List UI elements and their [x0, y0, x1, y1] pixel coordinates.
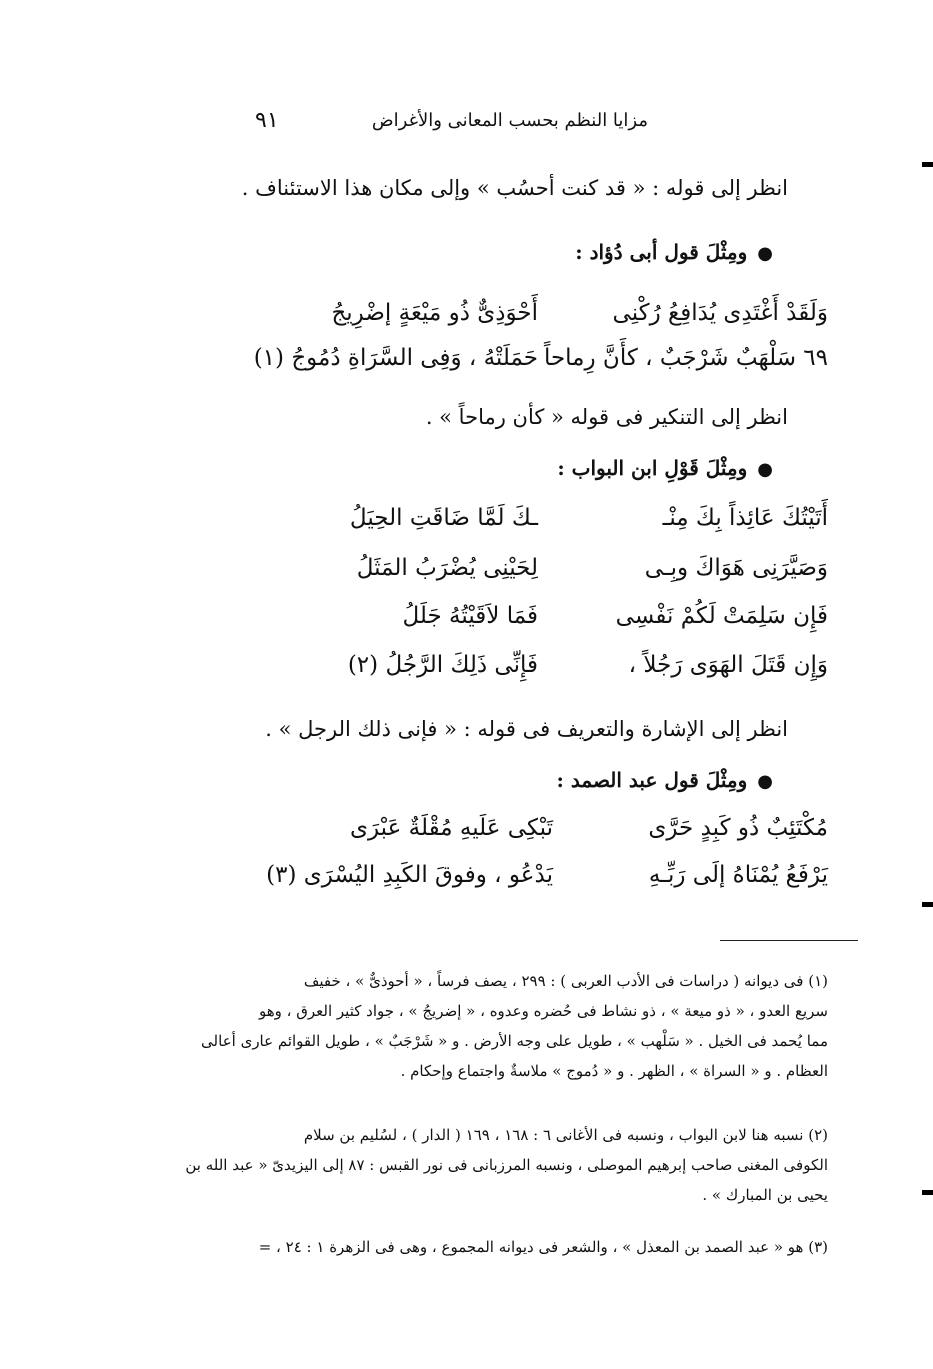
footnote-line: العظام . و « السراة » ، الظهر . و « دُموج » ملاسةٌ واجتماع وإحكام .: [400, 1062, 828, 1080]
intro-text: ومِثْلَ قَوْلِ ابن البواب :: [557, 456, 748, 480]
verse-second-hemistich: فَمَا لاَقَيْتُهُ جَلَلُ: [402, 603, 538, 629]
footnote-line: مما يُحمد فى الخيل . « سَلْهب » ، طويل على وجه الأرض . و « شَرْجَبٌ » ، طويل القوائم عارى أعالى: [201, 1032, 828, 1050]
section-intro: [557, 456, 773, 480]
verse-second-hemistich: أَحْوَذِىٌّ ذُو مَيْعَةٍ إضْرِيجُ: [331, 300, 538, 326]
footnote-2: [138, 1120, 828, 1210]
scan-edge-mark: [922, 902, 933, 907]
verse-second-hemistich: فَإِنِّى ذَلِكَ الرَّجُلُ (٢): [347, 652, 538, 678]
bullet-icon: ●: [757, 771, 773, 792]
intro-text: ومِثْلَ قول أبى دُؤاد :: [575, 240, 748, 264]
verse-first-hemistich: أَتَيْتُكَ عَائِذاً بِكَ مِنْـ: [662, 505, 828, 531]
verse-second-hemistich: يَدْعُو ، وفوقَ الكَبِدِ اليُسْرَى (٣): [266, 862, 553, 888]
bullet-icon: ●: [757, 459, 773, 480]
verse-second-hemistich: لِحَيْنِى يُضْرَبُ المَثَلُ: [356, 555, 538, 581]
footnote-line: (٢) نسبه هنا لابن البواب ، ونسبه فى الأغانى ٦ : ١٦٨ ، ١٦٩ ( الدار ) ، لسُليم بن سلام: [303, 1126, 828, 1144]
footnote-line: (٣) هو « عبد الصمد بن المعذل » ، والشعر فى ديوانه المجموع ، وهى فى الزهرة ١ : ٢٤ ، =: [258, 1238, 828, 1256]
footnote-line: الكوفى المغنى صاحب إبرهيم الموصلى ، ونسبه المرزبانى فى نور القبس : ٨٧ إلى اليزيدىّ « عبد الله بن: [185, 1156, 828, 1174]
page-number: ٩١: [255, 108, 279, 133]
verse-line: [288, 300, 828, 344]
page-header: [0, 100, 933, 140]
verse-line: [288, 603, 828, 647]
verse-first-hemistich: وَإِن قَتَلَ الهَوَى رَجُلاً ،: [628, 652, 828, 678]
verse-line: [268, 815, 828, 859]
footnote-line: سريع العدو ، « ذو ميعة » ، ذو نشاط فى حُضره وعدوه ، « إضريجُ » ، جواد كثير العرق ، وهو: [258, 1002, 828, 1020]
verse-first-hemistich: يَرْفَعُ يُمْنَاهُ إلَى رَبِّـهِ: [648, 862, 828, 888]
verse-second-hemistich: ـكَ لَمَّا ضَاقَتِ الحِيَلُ: [349, 505, 538, 531]
lead-paragraph: انظر إلى قوله : « قد كنت أحسُب » وإلى مكان هذا الاستئناف .: [241, 176, 788, 200]
footnote-line: (١) فى ديوانه ( دراسات فى الأدب العربى ) : ٢٩٩ ، يصف فرساً ، « أحوذىٌّ » ، خفيف: [303, 972, 828, 990]
footnote-1: [138, 966, 828, 1086]
scan-edge-mark: [922, 162, 933, 167]
verse-second-hemistich: حَمَلَتْهُ ، وَفِى السَّرَاةِ دُمُوجُ (١): [253, 345, 538, 371]
running-title: مزايا النظم بحسب المعانى والأغراض: [371, 110, 648, 131]
section-note: انظر إلى الإشارة والتعريف فى قوله : « فإنى ذلك الرجل » .: [265, 717, 788, 741]
verse-first-hemistich: فَإِن سَلِمَتْ لَكُمْ نَفْسِى: [615, 603, 828, 629]
section-intro: [575, 240, 773, 264]
verse-line: [268, 862, 828, 906]
scan-edge-mark: [922, 1190, 933, 1195]
verse-line: [288, 505, 828, 549]
verse-line: [253, 345, 828, 389]
footnote-3: [138, 1232, 828, 1262]
verse-line: [288, 555, 828, 599]
intro-text: ومِثْلَ قول عبد الصمد :: [556, 768, 748, 792]
verse-first-hemistich: وَصَيَّرَنِى هَوَاكَ وبِـى: [644, 555, 828, 581]
bullet-icon: ●: [757, 243, 773, 264]
verse-line: [288, 652, 828, 696]
footnote-separator: [720, 940, 858, 941]
section-intro: [557, 768, 773, 792]
footnote-line: يحيى بن المبارك » .: [702, 1186, 828, 1204]
verse-first-hemistich: ٦٩ سَلْهَبٌ شَرْجَبٌ ، كأَنَّ رِماحاً: [543, 345, 828, 371]
verse-first-hemistich: مُكْتَئِبٌ ذُو كَبِدٍ حَرَّى: [648, 815, 828, 841]
verse-second-hemistich: تَبْكِى عَلَيهِ مُقْلَةٌ عَبْرَى: [349, 815, 553, 841]
section-note: انظر إلى التنكير فى قوله « كأن رماحاً » .: [425, 405, 788, 429]
verse-first-hemistich: وَلَقَدْ أَغْتَدِى يُدَافِعُ رُكْنِى: [612, 300, 828, 326]
